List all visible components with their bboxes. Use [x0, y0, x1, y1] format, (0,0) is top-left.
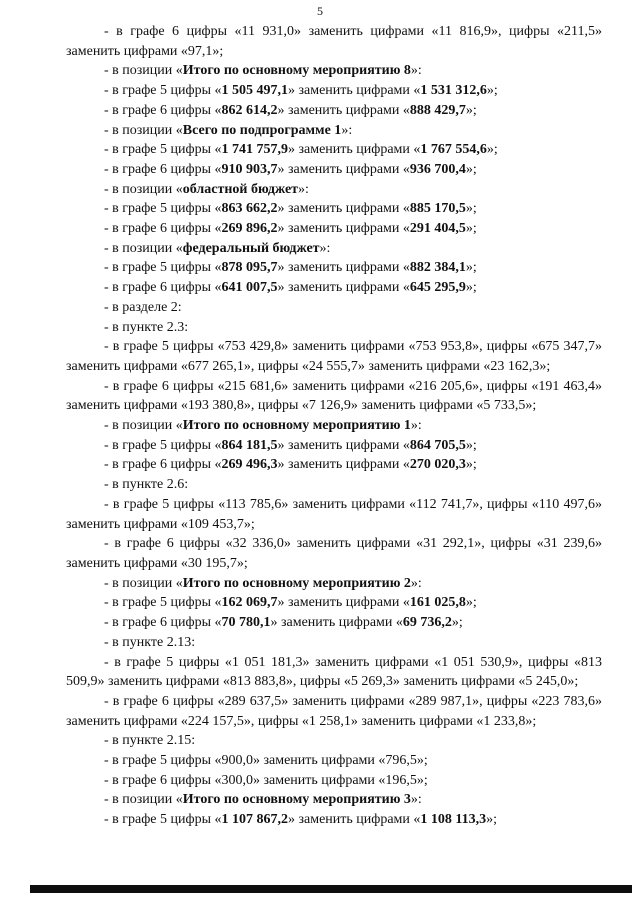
bold-text: Итого по основному мероприятию 1 — [182, 418, 411, 434]
text-segment: - в позиции « — [104, 792, 183, 808]
bold-text: Итого по основному мероприятию 2 — [182, 575, 411, 591]
bold-text: 910 903,7 — [221, 161, 278, 177]
text-segment: » заменить цифрами « — [277, 260, 410, 276]
text-segment: - в графе 6 цифры « — [104, 161, 222, 177]
amendment-line — [66, 653, 602, 692]
amendment-line — [66, 416, 602, 436]
bold-text: 70 780,1 — [221, 615, 271, 631]
amendment-line — [66, 633, 602, 653]
bold-text: 269 896,2 — [221, 221, 278, 237]
text-segment: »; — [486, 83, 498, 99]
text-segment: »; — [465, 260, 477, 276]
text-segment: »; — [486, 142, 498, 158]
amendment-line — [66, 574, 602, 594]
amendment-line — [66, 495, 602, 534]
text-segment: - в графе 6 цифры « — [104, 615, 222, 631]
text-segment: - в графе 6 цифры «289 637,5» заменить цифрами «289 987,1», цифры «223 783,6» заменить цифрами «224 157,5», цифры «1 258,1» заменить цифрами «1 233,8»; — [66, 693, 602, 729]
text-segment: »; — [451, 615, 463, 631]
text-segment: » заменить цифрами « — [287, 83, 421, 99]
bold-text: 863 662,2 — [221, 201, 278, 217]
text-segment: - в графе 5 цифры « — [104, 83, 222, 99]
amendment-line — [66, 121, 602, 141]
amendment-line — [66, 61, 602, 81]
bold-text: 888 429,7 — [409, 102, 466, 118]
text-segment: - в позиции « — [104, 63, 183, 79]
text-segment: »; — [486, 812, 498, 828]
text-segment: » заменить цифрами « — [287, 812, 421, 828]
text-segment: »; — [465, 437, 477, 453]
text-segment: » заменить цифрами « — [277, 102, 410, 118]
text-segment: » заменить цифрами « — [277, 437, 410, 453]
bold-text: областной бюджет — [182, 181, 299, 197]
text-segment: »; — [465, 595, 477, 611]
text-segment: - в графе 6 цифры «11 931,0» заменить цифрами «11 816,9», цифры «211,5» заменить цифрами «97,1»; — [66, 24, 602, 59]
bold-text: федеральный бюджет — [182, 240, 320, 256]
text-segment: - в пункте 2.3: — [104, 319, 189, 335]
text-segment: » заменить цифрами « — [287, 142, 421, 158]
text-segment: - в позиции « — [104, 418, 183, 434]
text-segment: - в разделе 2: — [104, 299, 182, 315]
bold-text: 878 095,7 — [221, 260, 278, 276]
bold-text: Итого по основному мероприятию 3 — [182, 792, 411, 808]
text-segment: » заменить цифрами « — [277, 221, 410, 237]
bold-text: 1 767 554,6 — [420, 142, 487, 158]
text-segment: »; — [465, 457, 477, 473]
amendment-line — [66, 219, 602, 239]
amendment-line — [66, 692, 602, 731]
text-segment: » заменить цифрами « — [277, 280, 410, 296]
text-segment: - в позиции « — [104, 181, 183, 197]
text-segment: - в графе 5 цифры « — [104, 142, 222, 158]
text-segment: - в графе 5 цифры «900,0» заменить цифрами «796,5»; — [104, 753, 428, 769]
text-segment: »: — [319, 240, 331, 256]
bold-text: 162 069,7 — [221, 595, 278, 611]
amendment-line — [66, 239, 602, 259]
text-segment: - в графе 6 цифры « — [104, 221, 222, 237]
bold-text: 1 505 497,1 — [221, 83, 288, 99]
bottom-scan-edge — [30, 885, 632, 893]
text-segment: » заменить цифрами « — [277, 201, 410, 217]
text-segment: - в пункте 2.6: — [104, 477, 189, 493]
text-segment: »; — [465, 161, 477, 177]
amendment-line — [66, 318, 602, 338]
text-segment: - в позиции « — [104, 240, 183, 256]
text-segment: »; — [465, 221, 477, 237]
bold-text: 882 384,1 — [409, 260, 466, 276]
amendment-line — [66, 475, 602, 495]
amendment-line — [66, 377, 602, 416]
bold-text: Всего по подпрограмме 1 — [182, 122, 342, 138]
amendment-line — [66, 751, 602, 771]
bold-text: 69 736,2 — [402, 615, 452, 631]
text-segment: » заменить цифрами « — [277, 457, 410, 473]
text-segment: - в графе 5 цифры «753 429,8» заменить цифрами «753 953,8», цифры «675 347,7» заменить цифрами «677 265,1», цифры «24 555,7» заменить цифрами «23 162,3»; — [66, 339, 602, 374]
text-segment: - в позиции « — [104, 122, 183, 138]
text-segment: »: — [298, 181, 309, 197]
text-segment: » заменить цифрами « — [270, 615, 403, 631]
text-segment: - в графе 5 цифры «1 051 181,3» заменить цифрами «1 051 530,9», цифры «813 509,9» заменить цифрами «813 883,8», цифры «5 269,3» заменить цифрами «5 245,0»; — [66, 654, 602, 690]
text-segment: - в графе 5 цифры « — [104, 595, 222, 611]
amendment-line — [66, 298, 602, 318]
bold-text: 645 295,9 — [409, 280, 466, 296]
text-segment: - в графе 6 цифры «300,0» заменить цифрами «196,5»; — [104, 772, 428, 788]
amendment-line — [66, 613, 602, 633]
text-segment: »: — [410, 418, 422, 434]
amendment-line — [66, 593, 602, 613]
bold-text: 161 025,8 — [409, 595, 466, 611]
text-segment: - в пункте 2.15: — [104, 733, 196, 749]
text-segment: » заменить цифрами « — [277, 595, 410, 611]
text-segment: »: — [410, 63, 422, 79]
text-segment: »: — [410, 575, 422, 591]
text-segment: - в графе 5 цифры « — [104, 260, 222, 276]
text-segment: »; — [465, 102, 477, 118]
bold-text: 885 170,5 — [409, 201, 466, 217]
bold-text: 864 181,5 — [221, 437, 278, 453]
amendment-line — [66, 534, 602, 573]
text-segment: » заменить цифрами « — [277, 161, 410, 177]
text-segment: - в графе 5 цифры «113 785,6» заменить цифрами «112 741,7», цифры «110 497,6» заменить цифрами «109 453,7»; — [66, 496, 602, 532]
document-body — [66, 22, 602, 830]
text-segment: - в графе 5 цифры « — [104, 812, 222, 828]
text-segment: - в позиции « — [104, 575, 183, 591]
text-segment: »: — [341, 122, 353, 138]
amendment-line — [66, 731, 602, 751]
amendment-line — [66, 810, 602, 830]
bold-text: 864 705,5 — [409, 437, 466, 453]
bold-text: Итого по основному мероприятию 8 — [182, 63, 411, 79]
amendment-line — [66, 258, 602, 278]
amendment-line — [66, 160, 602, 180]
text-segment: »; — [465, 201, 477, 217]
text-segment: - в графе 6 цифры «32 336,0» заменить цифрами «31 292,1», цифры «31 239,6» заменить цифрами «30 195,7»; — [66, 536, 602, 571]
text-segment: - в графе 6 цифры « — [104, 280, 222, 296]
text-segment: - в графе 5 цифры « — [104, 437, 222, 453]
text-segment: - в графе 6 цифры « — [104, 102, 222, 118]
text-segment: - в графе 5 цифры « — [104, 201, 222, 217]
amendment-line — [66, 180, 602, 200]
bold-text: 1 107 867,2 — [221, 812, 288, 828]
amendment-line — [66, 790, 602, 810]
bold-text: 641 007,5 — [221, 280, 278, 296]
amendment-line — [66, 101, 602, 121]
bold-text: 1 108 113,3 — [420, 812, 487, 828]
bold-text: 936 700,4 — [409, 161, 466, 177]
text-segment: »; — [465, 280, 477, 296]
text-segment: - в графе 6 цифры «215 681,6» заменить цифрами «216 205,6», цифры «191 463,4» заменить цифрами «193 380,8», цифры «7 126,9» заменить цифрами «5 733,5»; — [66, 378, 602, 414]
amendment-line — [66, 771, 602, 791]
page-number: 5 — [317, 4, 323, 18]
bold-text: 270 020,3 — [409, 457, 466, 473]
amendment-line — [66, 436, 602, 456]
text-segment: - в пункте 2.13: — [104, 634, 196, 650]
text-segment: »: — [410, 792, 422, 808]
bold-text: 862 614,2 — [221, 102, 278, 118]
bold-text: 269 496,3 — [221, 457, 278, 473]
amendment-line — [66, 278, 602, 298]
text-segment: - в графе 6 цифры « — [104, 457, 222, 473]
amendment-line — [66, 140, 602, 160]
amendment-line — [66, 455, 602, 475]
amendment-line — [66, 337, 602, 376]
bold-text: 291 404,5 — [409, 221, 466, 237]
bold-text: 1 741 757,9 — [221, 142, 288, 158]
amendment-line — [66, 199, 602, 219]
amendment-line — [66, 22, 602, 61]
amendment-line — [66, 81, 602, 101]
bold-text: 1 531 312,6 — [420, 83, 487, 99]
